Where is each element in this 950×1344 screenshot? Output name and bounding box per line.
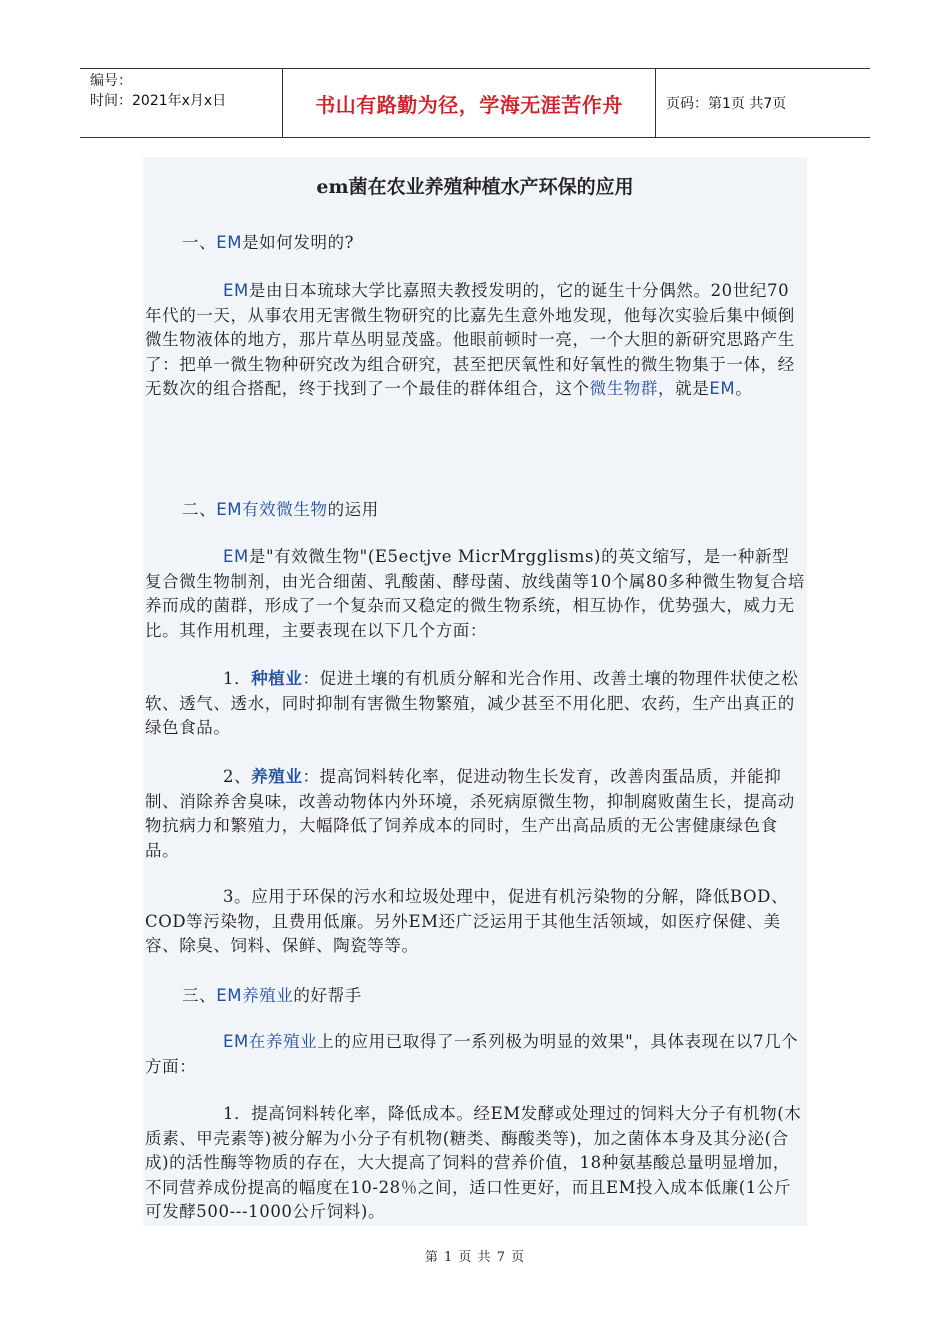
header-meta: [80, 69, 283, 137]
item-planting: [145, 667, 805, 741]
paragraph-text: ，就是: [658, 379, 710, 398]
page-header: [80, 68, 870, 138]
header-motto: 书山有路勤为径，学海无涯苦作舟: [283, 69, 656, 137]
number-label: 编号：: [90, 73, 132, 89]
planting-link[interactable]: 种植业: [251, 669, 303, 688]
section-1-title: 是如何发明的?: [242, 233, 355, 252]
section-2-title: 的运用: [327, 500, 379, 519]
section-2-heading: [145, 498, 805, 523]
paragraph-text: 。: [735, 379, 753, 398]
section-1-paragraph: [145, 279, 805, 402]
section-3-paragraph: [145, 1030, 805, 1079]
item-text: ：促进土壤的有机质分解和光合作用、改善土壤的物理件状使之松软、透气、透水，同时抑制有害微生物繁殖，减少甚至不用化肥、农药，生产出真正的绿色食品。: [145, 669, 799, 737]
item-breeding: [145, 765, 805, 863]
section-1-heading: [145, 231, 805, 256]
header-page-info: 页码：第1页 共7页: [666, 96, 787, 112]
section-2-em: EM: [216, 500, 243, 519]
page-footer: 第 1 页 共 7 页: [424, 1250, 526, 1265]
paragraph-text: 是由日本琉球大学比嘉照夫教授发明的，它的诞生十分偶然。20世纪70年代的一天，从事农用无害微生物研究的比嘉先生意外地发现，他每次实验后集中倾倒微生物液体的地方，那片草丛明显茂盛。他眼前顿时一亮，一个大胆的新研究思路产生了：把单一微生物种研究改为组合研究，甚至把厌氧性和好氧性的微生物集于一体，经无数次的组合搭配，终于找到了一个最佳的群体组合，这个: [145, 281, 795, 398]
document-title: em菌在农业养殖种植水产环保的应用: [316, 176, 634, 198]
section-3-em: EM: [216, 986, 243, 1005]
item-number: 2、: [223, 767, 252, 786]
em-term: EM: [223, 1032, 249, 1051]
paragraph-text: 是"有效微生物"(E5ectjve MicrMrgglisms)的英文缩写，是一种新型复合微生物制剂，由光合细菌、乳酸菌、酵母菌、放线菌等10个属80多种微生物复合培养而成的菌群，形成了一个复杂而又稳定的微生物系统，相互协作，优势强大，威力无比。其作用机理，主要表现在以下几个方面：: [145, 547, 805, 640]
section-2-number: 二、: [182, 500, 217, 519]
item-text: ：提高饲料转化率，促进动物生长发育，改善肉蛋品质，并能抑制、消除养舍臭味，改善动物体内外环境，杀死病原微生物，抑制腐败菌生长，提高动物抗病力和繁殖力，大幅降低了饲养成本的同时，生产出高品质的无公害健康绿色食品。: [145, 767, 795, 860]
effective-microbe-link[interactable]: 有效微生物: [242, 500, 328, 519]
in-breeding-link[interactable]: 在养殖业: [248, 1032, 318, 1051]
microbe-group-link[interactable]: 微生物群: [589, 379, 659, 398]
breeding-link[interactable]: 养殖业: [251, 767, 303, 786]
breeding-industry-link[interactable]: 养殖业: [242, 986, 294, 1005]
item-number: 1．: [223, 669, 252, 688]
section-1-number: 一、: [182, 233, 217, 252]
time-label: 时间：2021年x月x日: [90, 93, 227, 109]
item-environment: 3。应用于环保的污水和垃圾处理中，促进有机污染物的分解，降低BOD、COD等污染物，且费用低廉。另外EM还广泛运用于其他生活领域，如医疗保健、美容、除臭、饲料、保鲜、陶瓷等等。: [145, 887, 789, 955]
section-3-title: 的好帮手: [293, 986, 362, 1005]
section-3-heading: [145, 984, 805, 1009]
em-term: EM: [709, 379, 736, 398]
paragraph-text: 上的应用已取得了一系列极为明显的效果"，具体表现在以7几个方面：: [145, 1032, 799, 1076]
em-term: EM: [223, 547, 249, 566]
section-3-number: 三、: [182, 986, 217, 1005]
section-1-em: EM: [216, 233, 243, 252]
em-term: EM: [223, 281, 249, 300]
section-2-paragraph: [145, 545, 805, 643]
item-feed-conversion: 1．提高饲料转化率，降低成本。经EM发酵或处理过的饲料大分子有机物(木质素、甲壳素等)被分解为小分子有机物(糖类、酶酸类等)，加之菌体本身及其分泌(合成)的活性酶等物质的存在，大大提高了饲料的营养价值，18种氨基酸总量明显增加，不同营养成份提高的幅度在10-28％之间，适口性更好，而且EM投入成本低廉(1公斤可发酵500---1000公斤饲料)。: [145, 1104, 802, 1221]
